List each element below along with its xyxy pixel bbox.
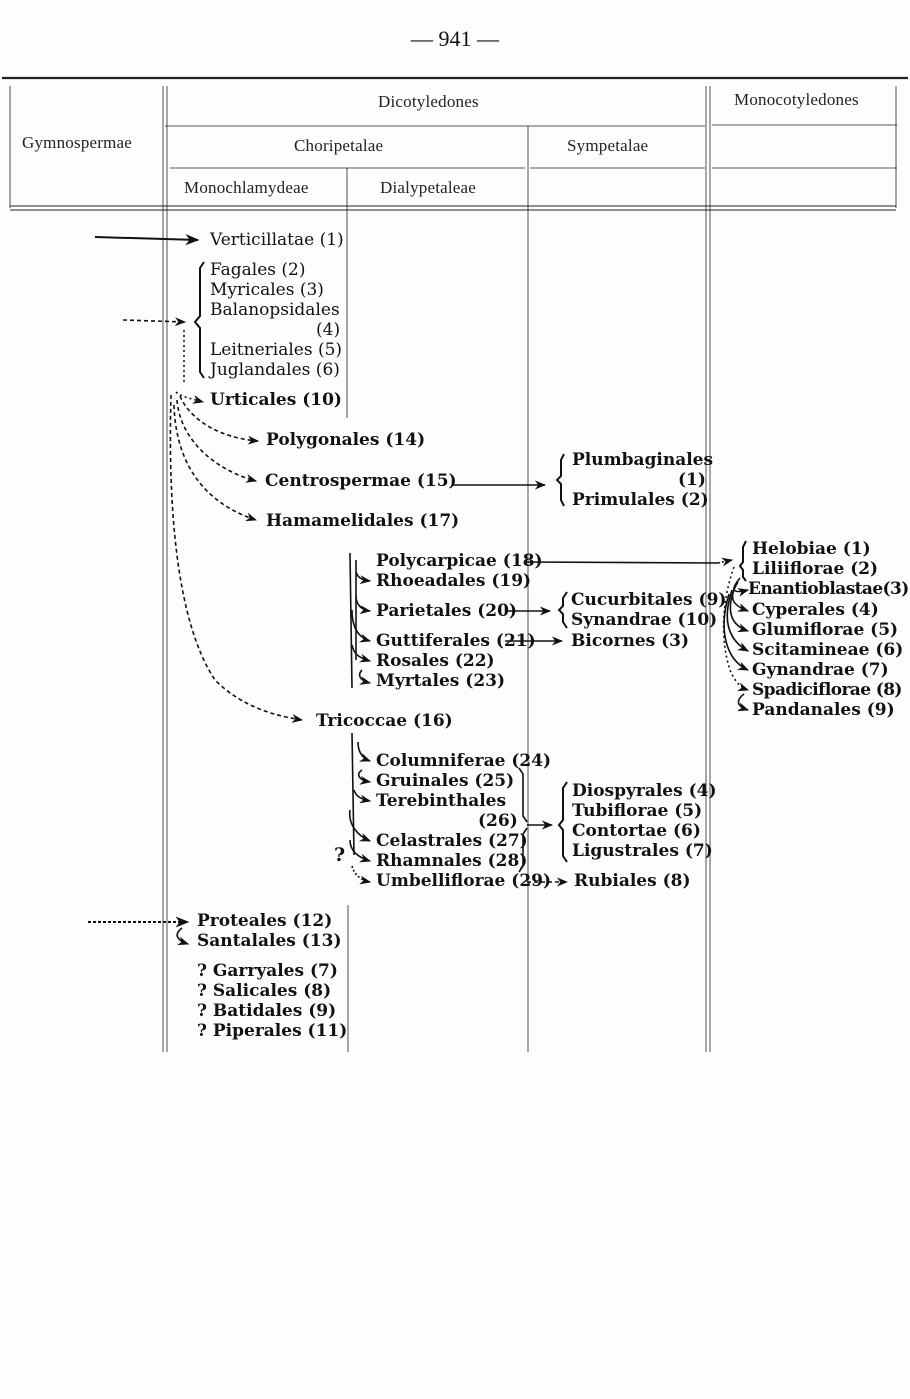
order-piperales: ? Piperales (11) (197, 1021, 348, 1041)
order-verticillatae: Verticillatae (1) (210, 230, 344, 250)
order-terebinthales-number: (26) (478, 811, 518, 831)
order-salicales: ? Salicales (8) (197, 981, 332, 1001)
question-mark: ? (334, 844, 346, 866)
order-liliiflorae: Liliiflorae (2) (752, 559, 879, 579)
order-cyperales: Cyperales (4) (752, 600, 879, 620)
header-sympetalae: Sympetalae (567, 136, 649, 155)
order-synandrae: Synandrae (10) (571, 610, 718, 630)
order-columniferae: Columniferae (24) (376, 751, 552, 771)
order-urticales: Urticales (10) (210, 390, 342, 410)
order-rhamnales: Rhamnales (28) (376, 851, 528, 871)
order-polygonales: Polygonales (14) (266, 430, 426, 450)
order-scitamineae: Scitamineae (6) (752, 640, 904, 660)
order-santalales: Santalales (13) (197, 931, 342, 951)
order-centrospermae: Centrospermae (15) (265, 471, 457, 491)
order-diospyrales: Diospyrales (4) (572, 781, 717, 801)
header-gymnospermae: Gymnospermae (22, 133, 133, 152)
order-glumiflorae: Glumiflorae (5) (752, 620, 899, 640)
order-gynandrae: Gynandrae (7) (752, 660, 889, 680)
order-cucurbitales: Cucurbitales (9) (571, 590, 727, 610)
order-proteales: Proteales (12) (197, 911, 333, 931)
order-rhoeadales: Rhoeadales (19) (376, 571, 532, 591)
order-juglandales: Juglandales (6) (210, 360, 340, 380)
order-myricales: Myricales (3) (210, 280, 324, 300)
order-garryales: ? Garryales (7) (197, 961, 338, 981)
order-umbelliflorae: Umbelliflorae (29) (376, 871, 552, 891)
order-tricoccae: Tricoccae (16) (316, 711, 453, 731)
order-celastrales: Celastrales (27) (376, 831, 528, 851)
order-tubiflorae: Tubiflorae (5) (572, 801, 703, 821)
order-pandanales: Pandanales (9) (752, 700, 895, 720)
order-plumbaginales-number: (1) (678, 470, 706, 490)
order-batidales: ? Batidales (9) (197, 1001, 337, 1021)
order-polycarpicae: Polycarpicae (18) (376, 551, 543, 571)
page-number: — 941 — (411, 26, 499, 51)
order-enantioblastae: Enantioblastae(3) (748, 579, 909, 599)
order-terebinthales: Terebinthales (376, 791, 507, 811)
order-helobiae: Helobiae (1) (752, 539, 871, 559)
order-balanopsidales: Balanopsidales (210, 300, 340, 320)
order-hamamelidales: Hamamelidales (17) (266, 511, 460, 531)
order-leitneriales: Leitneriales (5) (210, 340, 343, 360)
order-spadiciflorae: Spadiciflorae (8) (752, 680, 902, 700)
header-dicotyledones: Dicotyledones (378, 92, 479, 111)
order-rubiales: Rubiales (8) (574, 871, 691, 891)
order-plumbaginales: Plumbaginales (572, 450, 714, 470)
order-gruinales: Gruinales (25) (376, 771, 515, 791)
order-parietales: Parietales (20) (376, 601, 517, 621)
order-myrtales: Myrtales (23) (376, 671, 506, 691)
order-primulales: Primulales (2) (572, 490, 709, 510)
header-choripetalae: Choripetalae (294, 136, 384, 155)
header-monochlamydeae: Monochlamydeae (184, 178, 309, 197)
order-ligustrales: Ligustrales (7) (572, 841, 713, 861)
header-monocotyledones: Monocotyledones (734, 90, 859, 109)
order-bicornes: Bicornes (3) (571, 631, 690, 651)
order-guttiferales: Guttiferales (21) (376, 631, 536, 651)
order-rosales: Rosales (22) (376, 651, 495, 671)
order-fagales: Fagales (2) (210, 260, 306, 280)
order-balanopsidales-number: (4) (316, 320, 341, 340)
header-dialypetaleae: Dialypetaleae (380, 178, 477, 197)
order-contortae: Contortae (6) (572, 821, 701, 841)
